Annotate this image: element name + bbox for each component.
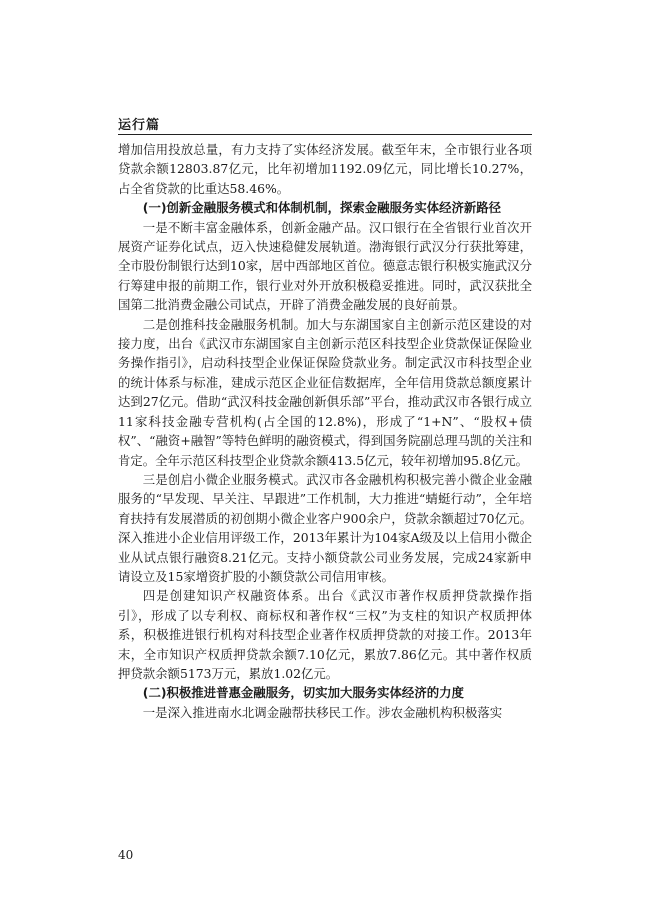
paragraph-migrant-support: 一是深入推进南水北调金融帮扶移民工作。涉农金融机构积极落实 bbox=[142, 704, 503, 720]
header-rule bbox=[118, 134, 532, 135]
paragraph-ip-financing: 四是创建知识产权融资体系。出台《武汉市著作权质押贷款操作指引》，形成了以专利权、商标权和著作权“三权”为支柱的知识产权质押体系，积极推进银行机构对科技型企业著作权质押贷款的对接工作。2013年末，全市知识产权质押贷款余额7.10亿元，累放7.86亿元。其中著作权质押贷款余额5173万元，累放1.02亿元。 bbox=[118, 588, 532, 681]
page-number: 40 bbox=[118, 848, 134, 862]
paragraph-tech-finance: 二是创推科技金融服务机制。加大与东湖国家自主创新示范区建设的对接力度，出台《武汉市东湖国家自主创新示范区科技型企业贷款保证保险业务操作指引》，启动科技型企业保证保险贷款业务。制定武汉市科技型企业的统计体系与标准，建成示范区企业征信数据库，全年信用贷款总额度累计达到27亿元。借助“武汉科技金融创新俱乐部”平台，推动武汉市各银行成立11家科技金融专营机构(占全国的12.8%)，形成了“1+N”、“股权+债权”、“融资+融智”等特色鲜明的融资模式，得到国务院副总理马凯的关注和肯定。全年示范区科技型企业贷款余额413.5亿元，较年初增加95.8亿元。 bbox=[118, 316, 532, 468]
section-header: 运行篇 bbox=[118, 118, 161, 133]
paragraph-small-business: 三是创启小微企业服务模式。武汉市各金融机构积极完善小微企业金融服务的“早发现、早关注、早跟进”工作机制，大力推进“蜻蜓行动”，全年培育扶持有发展潜质的初创期小微企业客户900余户，贷款余额超过70亿元。深入推进小企业信用评级工作，2013年累计为104家A级及以上信用小微企业从试点银行融资8.21亿元。支持小额贷款公司业务发展，完成24家新申请设立及15家增资扩股的小额贷款公司信用审核。 bbox=[118, 471, 532, 584]
paragraph-financial-system: 一是不断丰富金融体系，创新金融产品。汉口银行在全省银行业首次开展资产证券化试点，迈入快速稳健发展轨道。渤海银行武汉分行获批筹建，全市股份制银行达到10家，居中西部地区首位。德意志银行积极实施武汉分行筹建申报的前期工作，银行业对外开放积极稳妥推进。同时，武汉获批全国第二批消费金融公司试点，开辟了消费金融发展的良好前景。 bbox=[118, 219, 532, 313]
section-heading-1: (一)创新金融服务模式和体制机制，探索金融服务实体经济新路径 bbox=[142, 200, 502, 216]
article-body bbox=[118, 140, 532, 722]
section-heading-2: (二)积极推进普惠金融服务，切实加大服务实体经济的力度 bbox=[142, 685, 464, 701]
paragraph-continuation: 增加信用投放总量，有力支持了实体经济发展。截至年末，全市银行业各项贷款余额12803.87亿元，比年初增加1192.09亿元，同比增长10.27%，占全省贷款的比重达58.46%。 bbox=[118, 142, 532, 196]
